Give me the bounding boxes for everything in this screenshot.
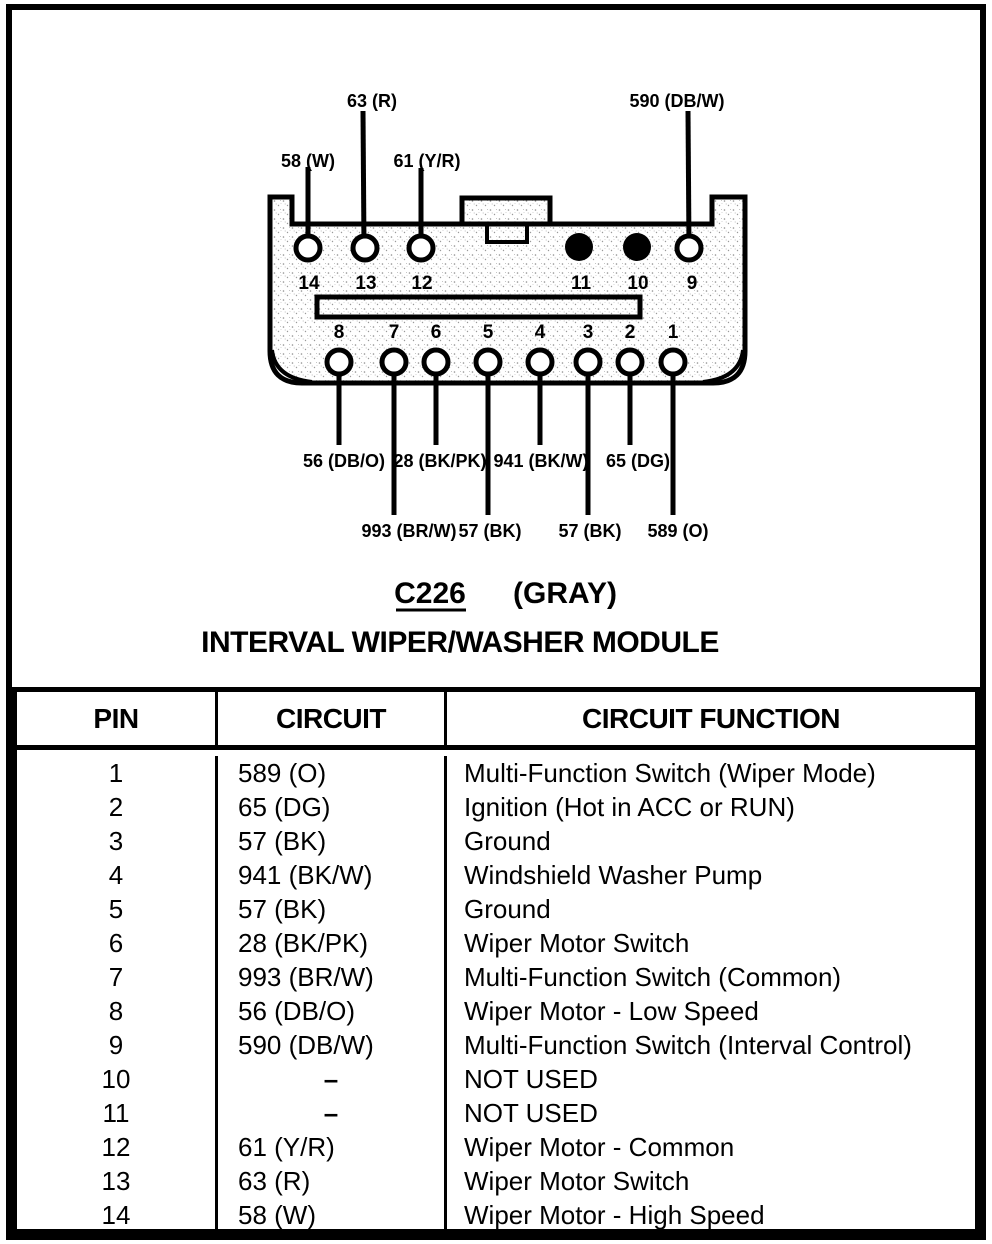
diagram-frame — [6, 4, 986, 1240]
cell-circuit: 65 (DG) — [218, 790, 447, 824]
wire-label: 56 (DB/O) — [302, 451, 386, 471]
table-row — [17, 926, 975, 960]
cell-pin: 14 — [17, 1198, 218, 1232]
col-header-circuit: CIRCUIT — [218, 692, 447, 745]
pin-number: 6 — [430, 322, 442, 343]
pin-1-contact — [661, 350, 685, 374]
cell-function: Multi-Function Switch (Interval Control) — [464, 1030, 912, 1060]
cell-pin: 10 — [17, 1062, 218, 1096]
connector-id: C226 — [394, 577, 466, 610]
cell-circuit: 58 (W) — [218, 1198, 447, 1232]
pin-10-contact — [623, 233, 651, 261]
pin-number: 4 — [534, 322, 546, 343]
connector-color: (GRAY) — [513, 577, 617, 610]
pin-table — [12, 687, 980, 1234]
cell-function: Wiper Motor - High Speed — [464, 1200, 765, 1230]
cell-function: NOT USED — [464, 1098, 598, 1128]
wire-label: 993 (BR/W) — [361, 521, 457, 541]
table-row — [17, 1028, 975, 1062]
module-title: INTERVAL WIPER/WASHER MODULE — [201, 626, 719, 659]
table-row — [17, 892, 975, 926]
pin-13-contact — [353, 236, 377, 260]
wire-label: 28 (BK/PK) — [393, 451, 487, 471]
table-row — [17, 790, 975, 824]
cell-pin: 8 — [17, 994, 218, 1028]
pin-number: 7 — [388, 322, 400, 343]
cell-circuit: – — [218, 1062, 447, 1096]
cell-pin: 2 — [17, 790, 218, 824]
pin-2-contact — [618, 350, 642, 374]
pin-4-contact — [528, 350, 552, 374]
cell-function: Multi-Function Switch (Wiper Mode) — [464, 758, 876, 788]
table-row — [17, 994, 975, 1028]
cell-pin: 1 — [17, 756, 218, 790]
cell-function: Wiper Motor Switch — [464, 928, 690, 958]
pin-number: 5 — [482, 322, 494, 343]
cell-circuit: 590 (DB/W) — [218, 1028, 447, 1062]
cell-pin: 3 — [17, 824, 218, 858]
connector-slot — [317, 297, 640, 317]
wire-pin13 — [363, 111, 364, 248]
cell-circuit: 61 (Y/R) — [218, 1130, 447, 1164]
connector-drawing — [12, 10, 980, 687]
cell-function: Wiper Motor - Low Speed — [464, 996, 759, 1026]
pin-table-body — [17, 750, 975, 1232]
pin-number: 13 — [355, 273, 377, 294]
cell-function: Ground — [464, 894, 551, 924]
cell-circuit: 28 (BK/PK) — [218, 926, 447, 960]
cell-circuit: 63 (R) — [218, 1164, 447, 1198]
cell-pin: 6 — [17, 926, 218, 960]
pin-number: 8 — [333, 322, 345, 343]
cell-function: Ground — [464, 826, 551, 856]
cell-pin: 12 — [17, 1130, 218, 1164]
connector-diagram — [12, 10, 980, 687]
pin-7-contact — [382, 350, 406, 374]
cell-pin: 9 — [17, 1028, 218, 1062]
cell-pin: 13 — [17, 1164, 218, 1198]
col-header-function: CIRCUIT FUNCTION — [582, 703, 840, 734]
cell-circuit: 941 (BK/W) — [218, 858, 447, 892]
col-header-pin: PIN — [17, 692, 218, 745]
table-row — [17, 1096, 975, 1130]
pin-number: 10 — [627, 273, 649, 294]
cell-function: Ignition (Hot in ACC or RUN) — [464, 792, 795, 822]
table-row — [17, 858, 975, 892]
wire-label: 65 (DG) — [605, 451, 671, 471]
cell-circuit: 56 (DB/O) — [218, 994, 447, 1028]
cell-circuit: – — [218, 1096, 447, 1130]
wire-label: 57 (BK) — [558, 521, 622, 541]
wire-label: 57 (BK) — [458, 521, 522, 541]
table-row — [17, 756, 975, 790]
table-row — [17, 824, 975, 858]
cell-pin: 4 — [17, 858, 218, 892]
wire-label: 590 (DB/W) — [629, 91, 725, 111]
table-row — [17, 1062, 975, 1096]
pin-8-contact — [327, 350, 351, 374]
pin-number: 1 — [667, 322, 679, 343]
cell-pin: 11 — [17, 1096, 218, 1130]
table-row — [17, 1130, 975, 1164]
cell-circuit: 57 (BK) — [218, 892, 447, 926]
wire-label: 58 (W) — [281, 151, 335, 171]
pin-number: 3 — [582, 322, 594, 343]
cell-circuit: 993 (BR/W) — [218, 960, 447, 994]
cell-circuit: 57 (BK) — [218, 824, 447, 858]
connector-key-tab — [462, 198, 550, 224]
pin-12-contact — [409, 236, 433, 260]
cell-function: Windshield Washer Pump — [464, 860, 763, 890]
pin-table-header — [17, 692, 975, 750]
cell-circuit: 589 (O) — [218, 756, 447, 790]
pin-11-contact — [565, 233, 593, 261]
pin-number: 12 — [411, 273, 433, 294]
cell-pin: 5 — [17, 892, 218, 926]
cell-pin: 7 — [17, 960, 218, 994]
cell-function: Wiper Motor Switch — [464, 1166, 690, 1196]
table-row — [17, 1198, 975, 1232]
pin-3-contact — [576, 350, 600, 374]
pin-number: 2 — [624, 322, 636, 343]
wire-pin9 — [688, 111, 689, 248]
cell-function: NOT USED — [464, 1064, 598, 1094]
pin-number: 11 — [570, 273, 592, 294]
wire-label: 63 (R) — [346, 91, 398, 111]
pin-9-contact — [677, 236, 701, 260]
pin-number: 14 — [298, 273, 320, 294]
wire-label: 589 (O) — [647, 521, 709, 541]
pin-14-contact — [296, 236, 320, 260]
cell-function: Wiper Motor - Common — [464, 1132, 735, 1162]
cell-function: Multi-Function Switch (Common) — [464, 962, 842, 992]
pin-number: 9 — [686, 273, 698, 294]
wire-label: 61 (Y/R) — [393, 151, 461, 171]
table-row — [17, 960, 975, 994]
table-row — [17, 1164, 975, 1198]
pin-5-contact — [476, 350, 500, 374]
wire-label: 941 (BK/W) — [493, 451, 589, 471]
pin-6-contact — [424, 350, 448, 374]
